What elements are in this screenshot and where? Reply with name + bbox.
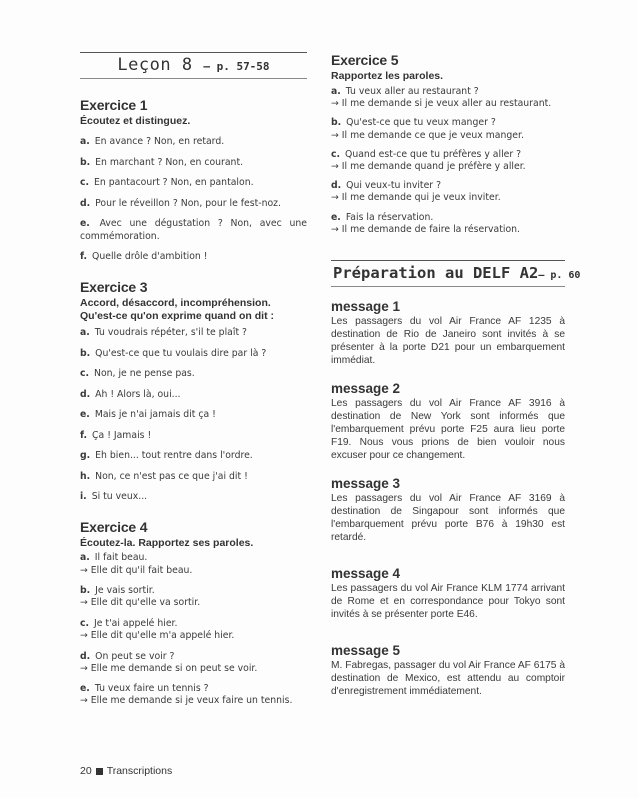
exercise-3-item-d: d. Ah ! Alors là, oui...	[80, 388, 181, 400]
lesson-pages: – p. 57-58	[203, 60, 270, 73]
lesson-title: Leçon 8	[117, 55, 193, 75]
arrow-icon: →	[80, 564, 88, 576]
arrow-icon: →	[331, 129, 339, 141]
exercise-4-item-e: e. Tu veux faire un tennis ? → Elle me demande si je veux faire un tennis.	[80, 683, 293, 707]
message-1-title: message 1	[331, 299, 401, 315]
message-2-title: message 2	[331, 381, 401, 397]
exercise-3-item-b: b. Qu'est-ce que tu voulais dire par là ?	[80, 347, 267, 359]
arrow-icon: →	[80, 630, 88, 642]
exercise-4-item-b: b. Je vais sortir. → Elle dit qu'elle va sortir.	[80, 585, 201, 609]
page-number: 20	[80, 765, 92, 777]
exercise-5-title: Exercice 5	[331, 52, 399, 68]
message-4-text: Les passagers du vol Air France KLM 1774 arrivant de Rome et en correspondance pour Tokyo sont invités à se présenter porte E46.	[331, 583, 565, 621]
exercise-1-instruction: Écoutez et distinguez.	[80, 115, 191, 127]
delf-title: Préparation au DELF A2	[333, 264, 539, 283]
arrow-icon: →	[80, 662, 88, 674]
exercise-1-item-e: e. Avec une dégustation ? Non, avec une commémoration.	[80, 218, 307, 242]
exercise-3-title: Exercice 3	[80, 279, 148, 296]
right-column	[331, 52, 581, 698]
exercise-3-item-i: i. Si tu veux...	[80, 491, 148, 503]
exercise-4-title: Exercice 4	[80, 519, 148, 536]
exercise-1-title: Exercice 1	[80, 97, 148, 113]
exercise-4-item-c: c. Je t'ai appelé hier. → Elle dit qu'elle m'a appelé hier.	[80, 617, 235, 642]
message-3-text: Les passagers du vol Air France AF 3169 à destination de Singapour sont informés que l'embarquement prévu porte B76 à 19h30 est retardé.	[331, 493, 565, 544]
exercise-3-item-e: e. Mais je n'ai jamais dit ça !	[80, 409, 216, 421]
exercise-5-item-d: d. Qui veux-tu inviter ? → Il me demande qui je veux inviter.	[331, 180, 501, 204]
exercise-3-item-h: h. Non, ce n'est pas ce que j'ai dit !	[80, 470, 248, 482]
exercise-4-item-a: a. Il fait beau. → Elle dit qu'il fait beau.	[80, 552, 193, 576]
exercise-3-item-c: c. Non, je ne pense pas.	[80, 368, 195, 380]
page-footer	[80, 765, 172, 777]
exercise-5-item-e: e. Fais la réservation. → Il me demande de faire la réservation.	[331, 211, 520, 235]
exercise-3-item-f: f. Ça ! Jamais !	[80, 429, 152, 441]
exercise-1-item-a: a. En avance ? Non, en retard.	[80, 136, 225, 148]
exercise-1-item-b: b. En marchant ? Non, en courant.	[80, 156, 244, 168]
message-1-text: Les passagers du vol Air France AF 1235 à destination de Rio de Janeiro sont invités à se présenter à la porte D21 pour un embarquement immédiat.	[331, 316, 565, 367]
delf-pages: – p. 60	[538, 270, 581, 282]
square-bullet-icon	[96, 768, 103, 775]
exercise-1-item-f: f. Quelle drôle d'ambition !	[80, 251, 208, 262]
arrow-icon: →	[80, 695, 88, 707]
message-4-title: message 4	[331, 566, 401, 582]
arrow-icon: →	[331, 161, 339, 173]
message-2-text: Les passagers du vol Air France AF 3916 à destination de New York sont informés que l'embarquement prévu porte F25 aura lieu porte F19. Nous vous prions de bien vouloir nous excuser pour ce changement.	[331, 398, 565, 462]
footer-label: Transcriptions	[106, 765, 173, 777]
exercise-3-instruction: Accord, désaccord, incompréhension. Qu'est-ce qu'on exprime quand on dit :	[80, 297, 275, 323]
arrow-icon: →	[331, 223, 339, 235]
exercise-3-item-a: a. Tu voudrais répéter, s'il te plaît ?	[80, 327, 247, 339]
exercise-4-instruction: Écoutez-la. Rapportez ses paroles.	[80, 537, 254, 550]
delf-heading	[331, 260, 581, 287]
arrow-icon: →	[80, 597, 88, 609]
message-5-text: M. Fabregas, passager du vol Air France AF 6175 à destination de Mexico, est attendu au comptoir d'enregistrement immédiatement.	[331, 660, 565, 698]
arrow-icon: →	[331, 192, 339, 204]
exercise-5-instruction: Rapportez les paroles.	[331, 70, 444, 82]
message-5-title: message 5	[331, 643, 401, 659]
exercise-3-item-g: g. Eh bien... tout rentre dans l'ordre.	[80, 450, 253, 462]
exercise-1-item-d: d. Pour le réveillon ? Non, pour le fest-noz.	[80, 197, 281, 209]
message-3-title: message 3	[331, 476, 401, 492]
lesson-heading	[80, 52, 307, 79]
exercise-5-item-b: b. Qu'est-ce que tu veux manger ? → Il me demande ce que je veux manger.	[331, 117, 524, 141]
exercise-5-item-c: c. Quand est-ce que tu préfères y aller ? → Il me demande quand je préfère y aller.	[331, 148, 526, 173]
exercise-1-item-c: c. En pantacourt ? Non, en pantalon.	[80, 177, 254, 189]
exercise-5-item-a: a. Tu veux aller au restaurant ? → Il me demande si je veux aller au restaurant.	[331, 86, 552, 110]
arrow-icon: →	[331, 98, 339, 110]
exercise-4-item-d: d. On peut se voir ? → Elle me demande si on peut se voir.	[80, 650, 258, 674]
left-column	[80, 52, 307, 708]
